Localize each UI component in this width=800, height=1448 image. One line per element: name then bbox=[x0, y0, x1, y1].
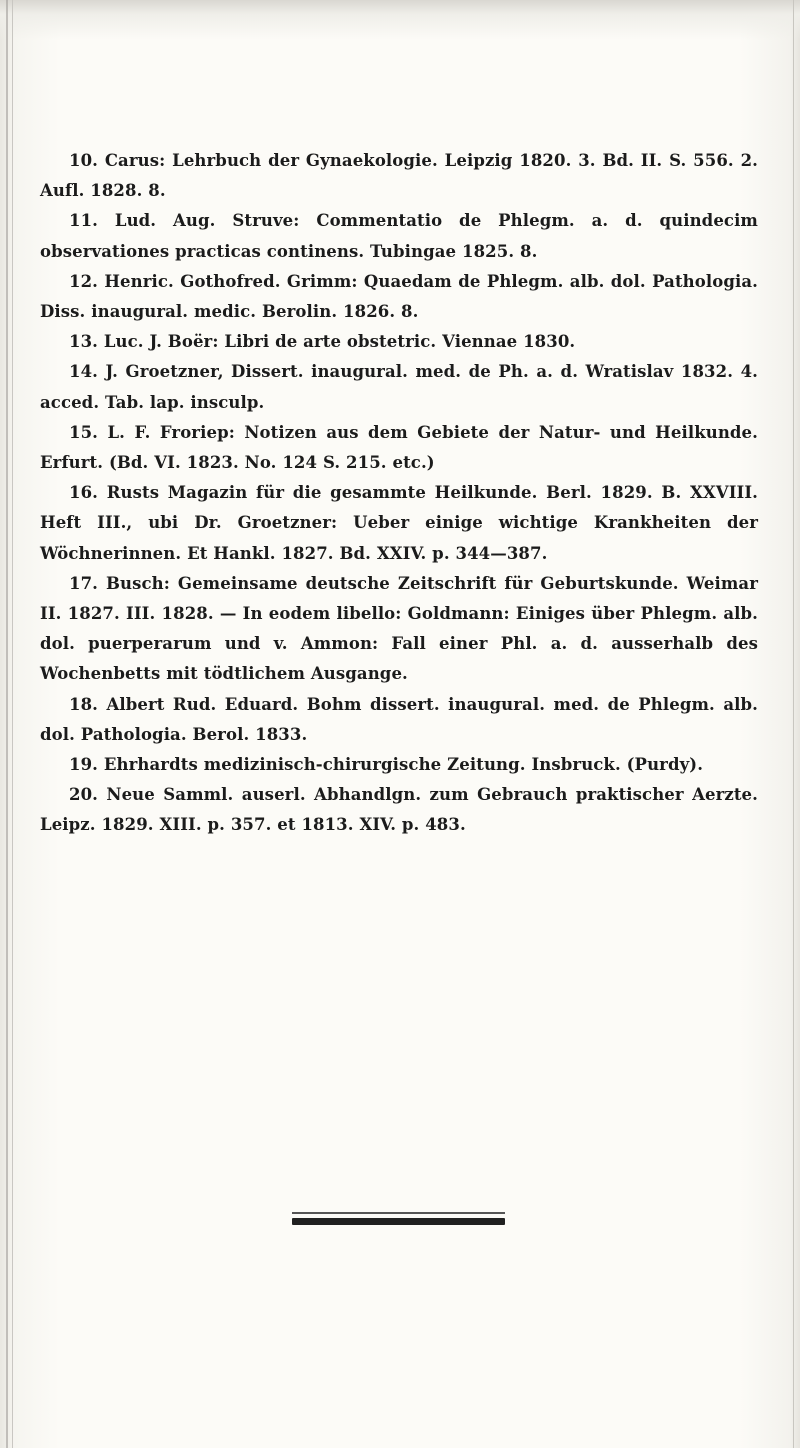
bibliography-entry-18: 18. Albert Rud. Eduard. Bohm dissert. inaugural. med. de Phlegm. alb. dol. Pathologia. Berol. 1833. bbox=[40, 694, 758, 744]
page-top-shadow bbox=[0, 0, 800, 40]
bibliography-entry-13: 13. Luc. J. Boër: Libri de arte obstetric. Viennae 1830. bbox=[69, 332, 576, 352]
binding-gutter-line bbox=[6, 0, 8, 1448]
bibliography-entry-14: 14. J. Groetzner, Dissert. inaugural. med. de Ph. a. d. Wratislav 1832. 4. acced. Tab. lap. insculp. bbox=[40, 362, 758, 412]
bibliography-entry-12: 12. Henric. Gothofred. Grimm: Quaedam de Phlegm. alb. dol. Pathologia. Diss. inaugural. medic. Berolin. 1826. 8. bbox=[40, 271, 758, 322]
bibliography-list bbox=[40, 146, 758, 841]
bibliography-entry-17: 17. Busch: Gemeinsame deutsche Zeitschrift für Geburtskunde. Weimar II. 1827. III. 1828. — In eodem libello: Goldmann: Einiges über Phlegm. alb. dol. puerperarum und v. Ammon: Fall einer Phl. a. d. ausserhalb des Wochenbetts mit tödtlichem Ausgange. bbox=[40, 573, 758, 684]
closing-rule-thin bbox=[292, 1212, 505, 1214]
bibliography-entry-15: 15. L. F. Froriep: Notizen aus dem Gebiete der Natur- und Heilkunde. Erfurt. (Bd. VI. 1823. No. 124 S. 215. etc.) bbox=[40, 422, 758, 473]
binding-gutter-line-secondary bbox=[12, 0, 13, 1448]
page-right-edge bbox=[793, 0, 794, 1448]
bibliography-entry-20: 20. Neue Samml. auserl. Abhandlgn. zum Gebrauch praktischer Aerzte. Leipz. 1829. XIII. p. 357. et 1813. XIV. p. 483. bbox=[40, 785, 758, 835]
bibliography-entry-16: 16. Rusts Magazin für die gesammte Heilkunde. Berl. 1829. B. XXVIII. Heft III., ubi Dr. Groetzner: Ueber einige wichtige Krankheiten der Wöchnerinnen. Et Hankl. 1827. Bd. XXIV. p. 344—387. bbox=[40, 483, 758, 563]
bibliography-entry-19: 19. Ehrhardts medizinisch-chirurgische Zeitung. Insbruck. (Purdy). bbox=[69, 755, 704, 775]
closing-rule bbox=[292, 1218, 505, 1225]
bibliography-entry-10: 10. Carus: Lehrbuch der Gynaekologie. Leipzig 1820. 3. Bd. II. S. 556. 2. Aufl. 1828. 8. bbox=[40, 151, 758, 201]
bibliography-entry-11: 11. Lud. Aug. Struve: Commentatio de Phlegm. a. d. quindecim observationes practicas continens. Tubingae 1825. 8. bbox=[40, 211, 758, 261]
